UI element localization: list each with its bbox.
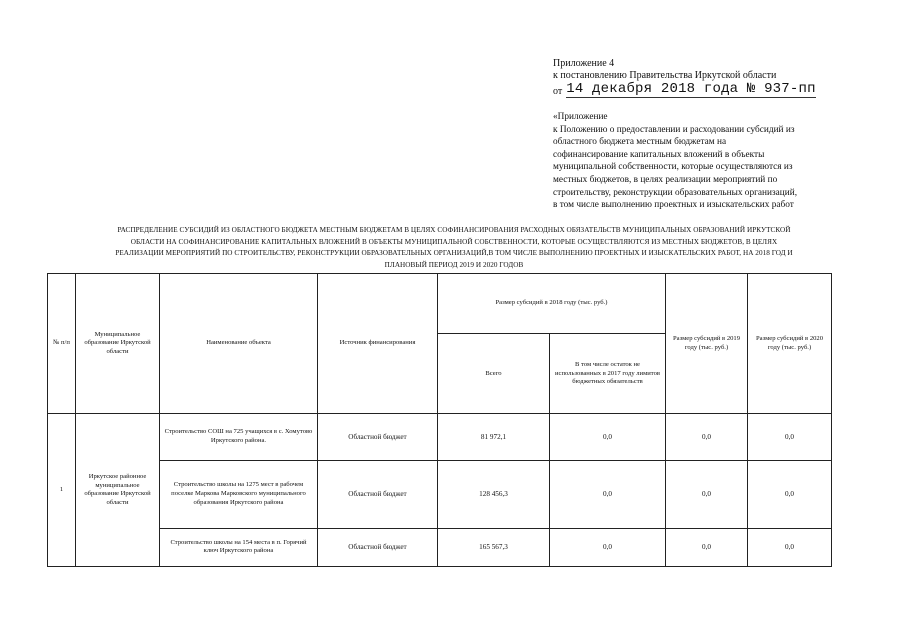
heading-line: ОБЛАСТИ НА СОФИНАНСИРОВАНИЕ КАПИТАЛЬНЫХ ВЛОЖЕНИЙ В ОБЪЕКТЫ МУНИЦИПАЛЬНОЙ СОБСТВЕННОСТИ, КОТОРЫЕ ОСУЩЕСТВЛЯЮТСЯ ИЗ МЕСТНЫХ БЮДЖЕТОВ, В ЦЕЛЯХ bbox=[130, 237, 778, 246]
addendum-line: «Приложение bbox=[553, 112, 608, 122]
addendum-block bbox=[553, 111, 843, 212]
appendix-from-label: от bbox=[553, 86, 563, 97]
heading-line: РЕАЛИЗАЦИИ МЕРОПРИЯТИЙ ПО СТРОИТЕЛЬСТВУ, РЕКОНСТРУКЦИИ ОБРАЗОВАТЕЛЬНЫХ ОРГАНИЗАЦИЙ,В ТОМ ЧИСЛЕ ВЫПОЛНЕНИЮ ПРОЕКТНЫХ И ИЗЫСКАТЕЛЬСКИХ РАБОТ, НА 2018 ГОД И bbox=[115, 249, 793, 257]
header-num: № п/п bbox=[48, 274, 76, 414]
row-2020: 0,0 bbox=[748, 528, 832, 566]
addendum-line: к Положению о предоставлении и расходовании субсидий из bbox=[553, 124, 795, 135]
addendum-line: муниципальной собственности, которые осуществляются из bbox=[553, 162, 793, 173]
header-object: Наименование объекта bbox=[160, 274, 318, 414]
table-row bbox=[48, 460, 832, 528]
header-municipality: Муниципальное образование Иркутской области bbox=[76, 274, 160, 414]
appendix-date-line bbox=[553, 82, 853, 98]
heading-line: РАСПРЕДЕЛЕНИЕ СУБСИДИЙ ИЗ ОБЛАСТНОГО БЮДЖЕТА МЕСТНЫМ БЮДЖЕТАМ В ЦЕЛЯХ СОФИНАНСИРОВАНИЯ РАСХОДНЫХ ОБЯЗАТЕЛЬСТВ МУНИЦИПАЛЬНЫХ ОБРАЗОВАНИЙ ИРКУТСКОЙ bbox=[117, 226, 791, 234]
addendum-line: в том числе выполнению проектных и изыскательских работ bbox=[553, 200, 794, 211]
row-object: Строительство школы на 1275 мест в рабочем поселке Маркова Марковского муниципального образования Иркутского района bbox=[160, 460, 318, 528]
table-row bbox=[48, 414, 832, 460]
header-source: Источник финансирования bbox=[318, 274, 438, 414]
row-object: Строительство СОШ на 725 учащихся в с. Хомутово Иркутского района. bbox=[160, 414, 318, 460]
row-total: 128 456,3 bbox=[438, 460, 550, 528]
row-2019: 0,0 bbox=[666, 460, 748, 528]
row-total: 81 972,1 bbox=[438, 414, 550, 460]
header-2018: Размер субсидий в 2018 году (тыс. руб.) bbox=[438, 274, 666, 334]
addendum-line: строительству, реконструкции образовательных организаций, bbox=[553, 187, 798, 198]
row-2020: 0,0 bbox=[748, 460, 832, 528]
row-source: Областной бюджет bbox=[318, 414, 438, 460]
header-2018-remainder: В том числе остаток не использованных в 2017 году лимитов бюджетных обязательств bbox=[550, 334, 666, 414]
row-remainder: 0,0 bbox=[550, 414, 666, 460]
appendix-block bbox=[553, 58, 853, 98]
row-object: Строительство школы на 154 места в п. Горячий ключ Иркутского района bbox=[160, 528, 318, 566]
row-remainder: 0,0 bbox=[550, 460, 666, 528]
row-source: Областной бюджет bbox=[318, 460, 438, 528]
appendix-decree-date-number: 14 декабря 2018 года № 937-пп bbox=[566, 81, 816, 97]
addendum-line: софинансирование капитальных вложений в объекты bbox=[553, 149, 765, 160]
row-2019: 0,0 bbox=[666, 528, 748, 566]
row-remainder: 0,0 bbox=[550, 528, 666, 566]
table-row bbox=[48, 528, 832, 566]
row-2019: 0,0 bbox=[666, 414, 748, 460]
header-2018-total: Всего bbox=[438, 334, 550, 414]
row-total: 165 567,3 bbox=[438, 528, 550, 566]
row-source: Областной бюджет bbox=[318, 528, 438, 566]
appendix-title: Приложение 4 bbox=[553, 58, 615, 69]
subsidy-table bbox=[47, 273, 832, 567]
header-2019: Размер субсидий в 2019 году (тыс. руб.) bbox=[666, 274, 748, 414]
heading-line: ПЛАНОВЫЙ ПЕРИОД 2019 И 2020 ГОДОВ bbox=[384, 260, 524, 269]
addendum-line: областного бюджета местным бюджетам на bbox=[553, 137, 727, 148]
document-heading bbox=[40, 225, 868, 271]
row-2020: 0,0 bbox=[748, 414, 832, 460]
appendix-decree-ref: к постановлению Правительства Иркутской области bbox=[553, 70, 777, 81]
addendum-line: местных бюджетов, в целях реализации мероприятий по bbox=[553, 174, 778, 185]
header-2020: Размер субсидий в 2020 году (тыс. руб.) bbox=[748, 274, 832, 414]
row-number: 1 bbox=[48, 414, 76, 567]
row-municipality: Иркутское районное муниципальное образование Иркутской области bbox=[76, 414, 160, 567]
